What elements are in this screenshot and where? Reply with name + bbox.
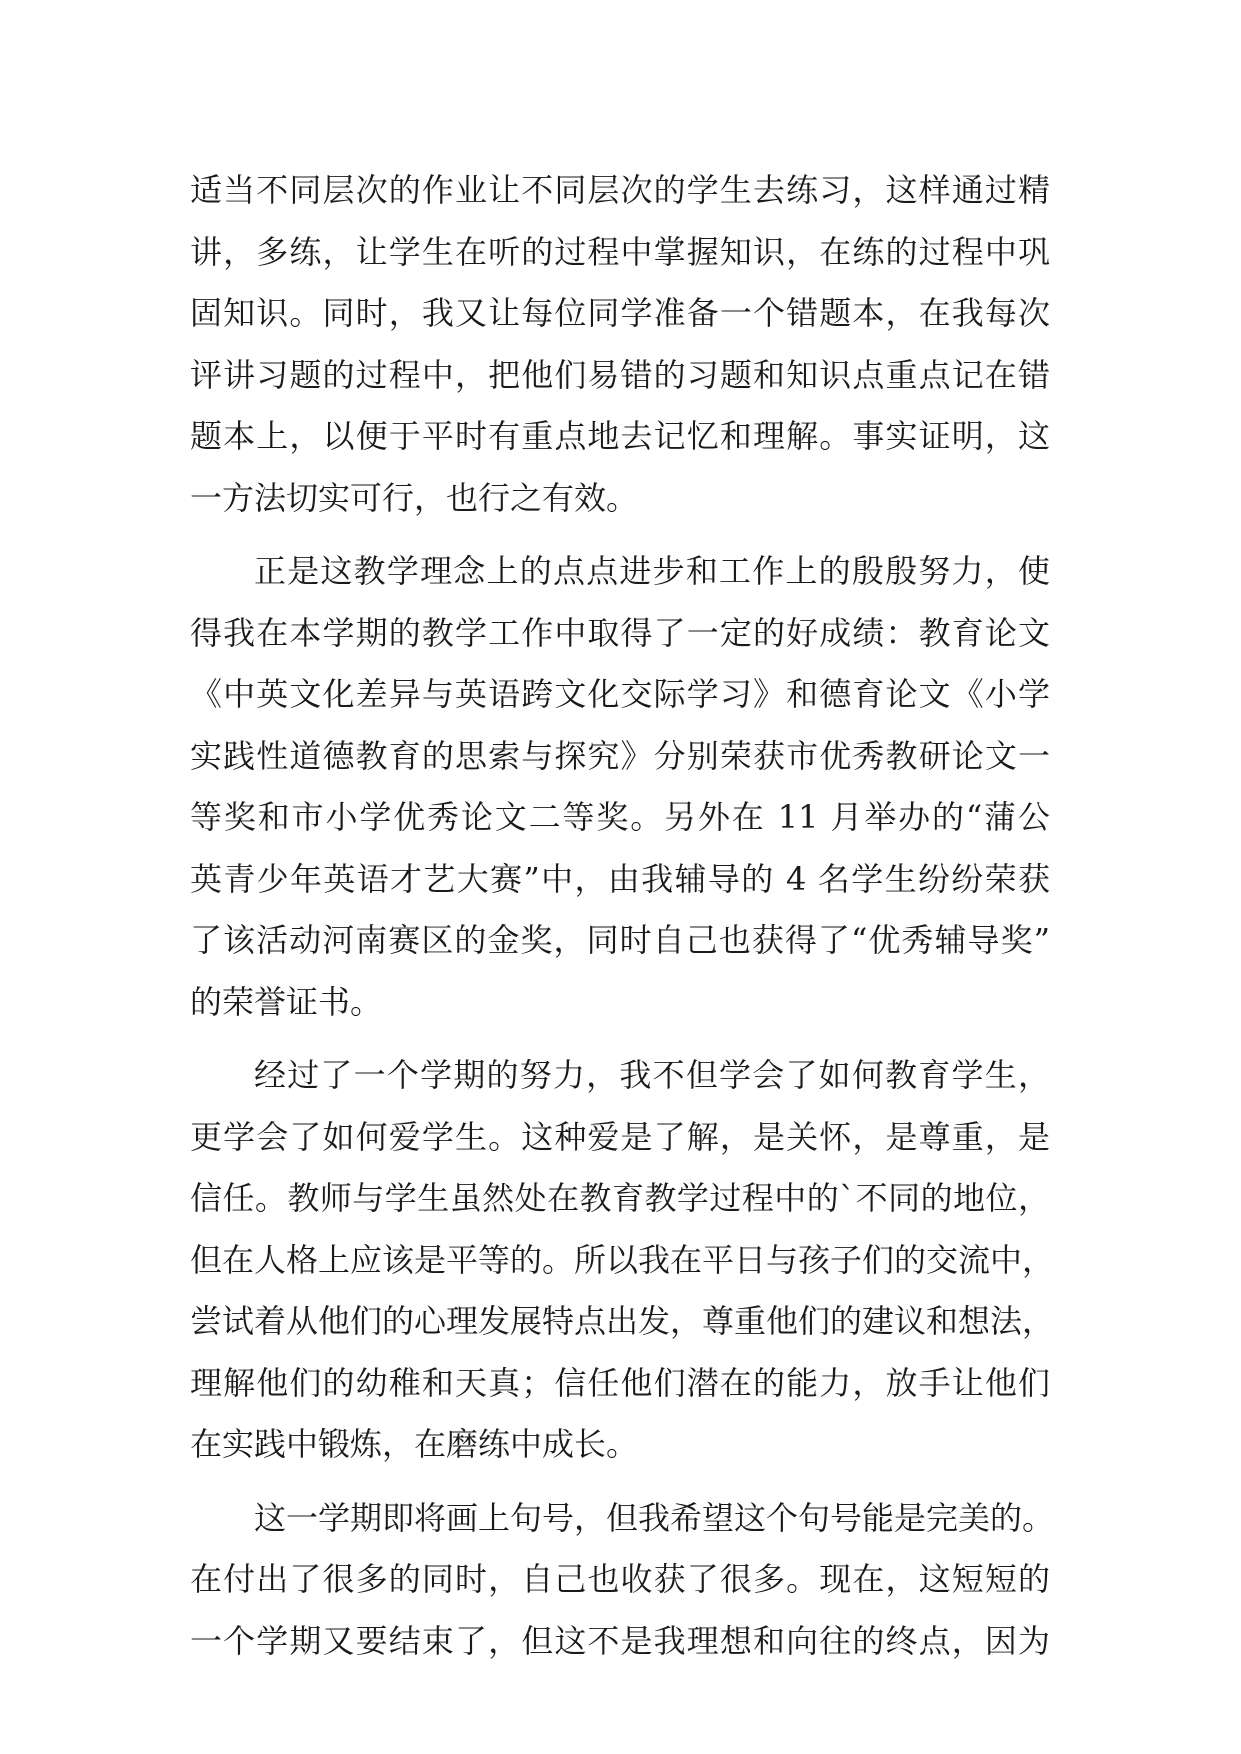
paragraph-2-line-7: 了该活动河南赛区的金奖，同时自己也获得了“优秀辅导奖”	[190, 921, 1050, 959]
paragraph-3-line-5: 尝试着从他们的心理发展特点出发，尊重他们的建议和想法，	[190, 1302, 1055, 1340]
paragraph-3-line-7: 在实践中锻炼，在磨练中成长。	[190, 1425, 639, 1463]
paragraph-3-line-6: 理解他们的幼稚和天真；信任他们潜在的能力，放手让他们	[190, 1363, 1050, 1402]
paragraph-4-line-2: 在付出了很多的同时，自己也收获了很多。现在，这短短的	[190, 1560, 1050, 1598]
paragraph-3-line-3: 信任。教师与学生虽然处在教育教学过程中的`不同的地位，	[190, 1179, 1050, 1217]
paragraph-4-line-1: 这一学期即将画上句号，但我希望这个句号能是完美的。	[254, 1498, 1055, 1537]
paragraph-2-line-8: 的荣誉证书。	[190, 982, 383, 1021]
paragraph-3-line-4: 但在人格上应该是平等的。所以我在平日与孩子们的交流中，	[190, 1240, 1055, 1279]
paragraph-2-line-6: 英青少年英语才艺大赛”中，由我辅导的 4 名学生纷纷荣获	[190, 859, 1050, 898]
paragraph-2-line-5: 等奖和市小学优秀论文二等奖。另外在 11 月举办的“蒲公	[190, 798, 1050, 836]
paragraph-4-line-3: 一个学期又要结束了，但这不是我理想和向往的终点，因为	[190, 1621, 1050, 1660]
paragraph-1-line-2: 讲，多练，让学生在听的过程中掌握知识，在练的过程中巩	[190, 232, 1050, 271]
paragraph-2-line-4: 实践性道德教育的思索与探究》分别荣获市优秀教研论文一	[190, 736, 1050, 775]
paragraph-spacer	[190, 1033, 1050, 1045]
paragraph-3-line-1: 经过了一个学期的努力，我不但学会了如何教育学生，	[254, 1056, 1050, 1094]
paragraph-3-line-2: 更学会了如何爱学生。这种爱是了解，是关怀，是尊重，是	[190, 1117, 1050, 1156]
paragraph-1-line-3: 固知识。同时，我又让每位同学准备一个错题本，在我每次	[190, 294, 1050, 332]
paragraph-1-line-6: 一方法切实可行，也行之有效。	[190, 478, 639, 517]
paragraph-spacer	[190, 1476, 1050, 1488]
paragraph-1-line-5: 题本上，以便于平时有重点地去记忆和理解。事实证明，这	[190, 417, 1050, 455]
paragraph-1-line-4: 评讲习题的过程中，把他们易错的习题和知识点重点记在错	[190, 355, 1050, 394]
paragraph-2-line-1: 正是这教学理念上的点点进步和工作上的殷殷努力，使	[254, 552, 1050, 590]
document-body	[190, 160, 1055, 1672]
paragraph-spacer	[190, 529, 1050, 541]
paragraph-2-line-2: 得我在本学期的教学工作中取得了一定的好成绩：教育论文	[190, 613, 1050, 652]
paragraph-2-line-3: 《中英文化差异与英语跨文化交际学习》和德育论文《小学	[190, 675, 1050, 713]
paragraph-1-line-1: 适当不同层次的作业让不同层次的学生去练习，这样通过精	[190, 171, 1050, 209]
